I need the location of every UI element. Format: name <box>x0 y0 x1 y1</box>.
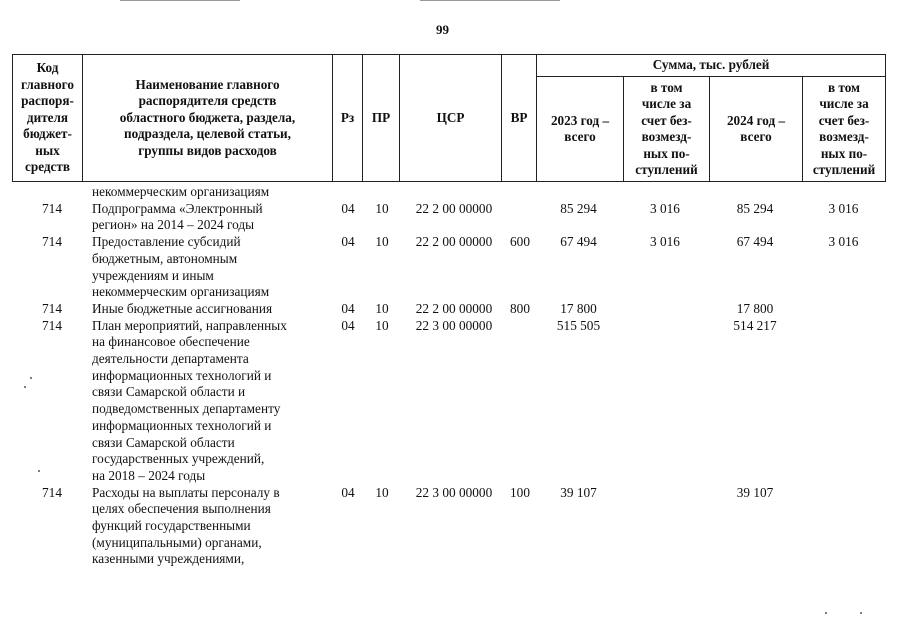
row-pr: 10 <box>375 234 389 250</box>
header-vr: ВР <box>502 55 537 182</box>
row-sum-2023: 67 494 <box>560 234 597 250</box>
row-sum-2023: 515 505 <box>556 317 601 333</box>
row-name-line: (муниципальными) органами, <box>92 534 262 550</box>
scan-speck <box>860 612 862 614</box>
row-pr: 10 <box>375 200 389 216</box>
row-name-line: функций государственными <box>92 518 251 534</box>
row-csr: 22 2 00 00000 <box>415 200 493 216</box>
row-name-line: Иные бюджетные ассигнования <box>92 300 273 316</box>
header-csr: ЦСР <box>400 55 502 182</box>
table-row <box>0 485 905 569</box>
row-vr: 100 <box>510 484 530 500</box>
row-name <box>92 184 326 201</box>
header-2024-total: 2024 год – всего <box>710 77 803 182</box>
row-name-line: Расходы на выплаты персоналу в <box>92 484 280 500</box>
row-name-line: регион» на 2014 – 2024 годы <box>92 217 255 233</box>
scan-edge-mark <box>120 0 240 1</box>
row-free-2023: 3 016 <box>650 200 680 216</box>
row-name-line: информационных технологий и <box>92 417 272 433</box>
scan-edge-mark <box>420 0 560 1</box>
table-row <box>0 318 905 485</box>
row-name-line: государственных учреждений, <box>92 451 265 467</box>
row-name-line: деятельности департамента <box>92 351 249 367</box>
page-number: 99 <box>436 22 449 37</box>
row-name <box>92 234 326 301</box>
row-code: 714 <box>42 484 62 500</box>
row-rz: 04 <box>341 234 355 250</box>
row-rz: 04 <box>341 484 355 500</box>
header-pr: ПР <box>363 55 400 182</box>
row-free-2024: 3 016 <box>828 200 859 216</box>
table-row <box>0 201 905 234</box>
row-sum-2024: 514 217 <box>733 317 777 333</box>
header-2023-free: в том числе за счет без- возмезд- ных по- ступлений <box>624 77 710 182</box>
row-name-line: некоммерческим организациям <box>92 284 270 300</box>
row-sum-2023: 85 294 <box>560 200 597 216</box>
row-sum-2024: 85 294 <box>736 200 774 216</box>
row-name-line: казенными учреждениями, <box>92 551 245 567</box>
table-body <box>0 184 905 568</box>
row-pr: 10 <box>375 317 389 333</box>
header-2024-free: в том числе за счет без- возмезд- ных по- ступлений <box>803 77 886 182</box>
scan-speck <box>30 377 32 379</box>
row-sum-2024: 67 494 <box>736 234 774 250</box>
row-name <box>92 301 326 318</box>
row-name-line: План мероприятий, направленных <box>92 317 287 333</box>
row-csr: 22 2 00 00000 <box>415 300 493 316</box>
header-2023-total: 2023 год – всего <box>537 77 624 182</box>
row-name-line: Предоставление субсидий <box>92 234 241 250</box>
row-name-line: Подпрограмма «Электронный <box>92 200 263 216</box>
row-name-line: информационных технологий и <box>92 367 272 383</box>
row-code: 714 <box>42 234 62 250</box>
row-sum-2024: 17 800 <box>736 300 774 316</box>
row-name-line: подведомственных департаменту <box>92 401 281 417</box>
scan-speck <box>38 470 40 472</box>
scan-speck <box>825 612 827 614</box>
scan-speck <box>24 386 26 388</box>
table-row <box>0 234 905 301</box>
row-rz: 04 <box>341 317 355 333</box>
table-row <box>0 301 905 318</box>
row-name-line: учреждениям и иным <box>92 267 214 283</box>
row-name <box>92 485 326 569</box>
row-name <box>92 201 326 234</box>
row-code: 714 <box>42 200 62 216</box>
row-vr: 600 <box>510 234 530 250</box>
row-free-2023: 3 016 <box>650 234 680 250</box>
row-code: 714 <box>42 317 62 333</box>
row-csr: 22 3 00 00000 <box>415 484 493 500</box>
row-pr: 10 <box>375 300 389 316</box>
row-name-line: на 2018 – 2024 годы <box>92 467 206 483</box>
header-name: Наименование главного распорядителя средств областного бюджета, раздела, подраздела, целевой статьи, группы видов расходов <box>83 55 333 182</box>
header-rz: Рз <box>333 55 363 182</box>
row-name-line: целях обеспечения выполнения <box>92 501 271 517</box>
row-csr: 22 3 00 00000 <box>415 317 493 333</box>
row-csr: 22 2 00 00000 <box>415 234 493 250</box>
row-name-line: некоммерческим организациям <box>92 184 270 199</box>
header-sum-group: Сумма, тыс. рублей <box>537 55 886 77</box>
table-header <box>12 54 885 182</box>
row-free-2024: 3 016 <box>828 234 859 250</box>
row-name-line: связи Самарской области <box>92 434 235 450</box>
row-rz: 04 <box>341 300 355 316</box>
row-name <box>92 318 326 485</box>
row-rz: 04 <box>341 200 355 216</box>
row-name-line: бюджетным, автономным <box>92 250 238 266</box>
row-sum-2023: 39 107 <box>560 484 597 500</box>
row-name-line: связи Самарской области и <box>92 384 246 400</box>
row-sum-2023: 17 800 <box>560 300 597 316</box>
header-code: Код главного распоря- дителя бюджет- ных средств <box>13 55 83 182</box>
header-table <box>12 54 886 182</box>
row-name-line: на финансовое обеспечение <box>92 334 250 350</box>
row-vr: 800 <box>510 300 530 316</box>
table-row <box>0 184 905 201</box>
row-code: 714 <box>42 300 62 316</box>
row-pr: 10 <box>375 484 389 500</box>
row-sum-2024: 39 107 <box>736 484 774 500</box>
